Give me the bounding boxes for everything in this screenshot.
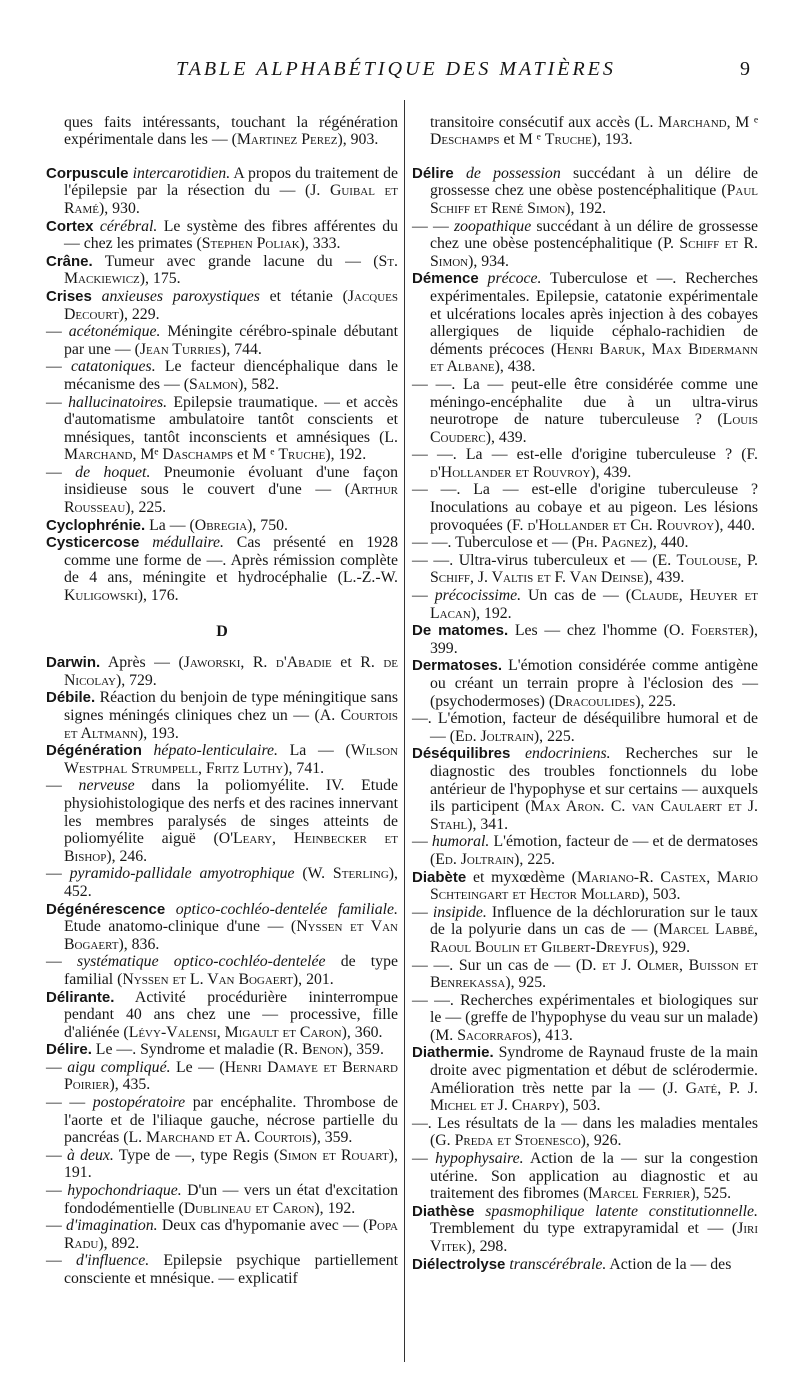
index-entry — [46, 114, 398, 149]
entry-text: ), 359. — [343, 1041, 384, 1059]
entry-text: ), 193. — [137, 724, 179, 742]
index-entry — [412, 1150, 758, 1203]
entry-qualifier: d'influence. — [76, 1252, 150, 1270]
entry-text: ), 192. — [470, 604, 512, 622]
entry-text: — —. La — est-elle d'origine tuberculeuse ? ( — [412, 446, 747, 464]
entry-text: succédant à un délire de grossesse chez une obèse postencéphalitique ( — [430, 164, 758, 200]
entry-text: ), 435. — [109, 1076, 151, 1094]
entry-text: Epilepsie psychique partiellement consciente et mnésique. — explicatif — [64, 1252, 398, 1287]
entry-authors: Henri Baruk, Max Bidermann et Albane — [430, 340, 758, 376]
entry-keyword: Cysticercose — [46, 534, 140, 552]
entry-text: ), 439. — [485, 428, 527, 446]
index-entry — [412, 622, 758, 657]
index-entry — [46, 288, 398, 323]
entry-keyword: Délire — [412, 164, 454, 182]
entry-text: Recherches sur le diagnostic des troubles fonctionnels du lobe antérieur de l'hypophyse et sur certains — auxquels ils participent ( — [430, 745, 758, 816]
entry-authors: J. Guibal et Ramé — [64, 182, 398, 217]
entry-text: Pneumonie évoluant d'une façon insidieuse sous le couvert d'une — ( — [64, 463, 398, 499]
right-column — [412, 98, 758, 1273]
entry-text: ), 225. — [635, 692, 677, 710]
entry-qualifier: cérébral. — [99, 217, 158, 235]
entry-text — [475, 1203, 486, 1220]
entry-authors: Wilson Westphal Strumpell, Fritz Luthy — [64, 742, 398, 777]
entry-authors: Ed. Joltrain — [435, 850, 515, 868]
entry-text: L'émotion considérée comme antigène ou créant un terrain propre à l'éclosion des — (psychodermoses) ( — [430, 657, 758, 710]
entry-authors: Popa Radu — [64, 1217, 398, 1252]
entry-qualifier: postopératoire — [92, 1094, 186, 1112]
entry-text: ), 925. — [505, 974, 547, 992]
entry-text: par encéphalite. Thrombose de l'aorte et de l'iliaque gauche, nécrose partielle du pancréas ( — [64, 1094, 398, 1147]
entry-text: — — [46, 1058, 68, 1076]
entry-authors: Ed. Joltrain — [455, 727, 534, 745]
entry-text: Epilepsie traumatique. — et accès d'automatisme ambulatoire tantôt conscients et mnésiques, tantôt inconscients et amnésiques ( — [64, 393, 398, 446]
entry-text: — — [46, 1182, 68, 1200]
index-entry — [46, 989, 398, 1042]
entry-text: Action de la — des — [606, 1255, 732, 1273]
entry-text: — — [412, 903, 433, 921]
index-entry — [46, 953, 398, 988]
entry-keyword: Darwin. — [46, 654, 101, 672]
entry-authors: Obregia — [194, 516, 248, 534]
entry-text: de type familial ( — [64, 953, 398, 988]
entry-qualifier: intercarotidien. — [132, 164, 231, 182]
entry-text: ), 193. — [591, 131, 633, 149]
entry-text: L'émotion, facteur de — et de dermatoses ( — [430, 833, 758, 868]
entry-authors: Truche — [544, 131, 592, 149]
entry-authors: Jaworski, R. d'Abadie — [183, 654, 332, 672]
entry-text: Syndrome de Raynaud fruste de la main droite avec pigmentation et début de sclérodermie. Amélioration très nette par la — ( — [430, 1044, 758, 1097]
entry-text: Type de —, type Regis ( — [113, 1146, 280, 1164]
entry-text: ), 503. — [559, 1097, 601, 1115]
entry-text: Le —. Syndrome et maladie ( — [91, 1041, 284, 1059]
entry-text: ), 413. — [532, 1026, 573, 1044]
entry-text: ), 836. — [118, 935, 160, 953]
entry-authors: Mariano-R. Castex, Mario Schteingart et Hector Mollard — [430, 868, 758, 904]
entry-text: Cas présenté en 1928 comme une forme de —. Après rémission complète de 4 ans, méningite et hydrocéphalie ( — [64, 534, 399, 587]
entry-text: D — [216, 622, 228, 640]
entry-authors: Louis Couderc — [430, 411, 758, 446]
entry-text: Tuberculose et —. Recherches expérimentales. Epilepsie, catatonie expérimentale et ulcérations locales après injection à des cobayes allergiques de liquide céphalo-rachidien de déments précoces ( — [430, 270, 758, 358]
entry-qualifier: hypophysaire. — [435, 1150, 524, 1168]
entry-text: — — [46, 358, 71, 376]
entry-text: et tétanie ( — [259, 287, 348, 305]
entry-keyword: Dermatoses. — [412, 657, 503, 675]
entry-text — [92, 288, 102, 305]
entry-qualifier: zoopathique — [453, 217, 532, 235]
entry-authors: L. Marchand, M — [64, 428, 398, 464]
entry-qualifier: humoral. — [431, 833, 490, 851]
index-entry — [46, 464, 398, 517]
entry-authors: Ph. Pagnez — [576, 534, 648, 552]
entry-text: ), 741. — [283, 759, 325, 777]
entry-text: et M ᵉ — [233, 446, 279, 464]
index-entry — [46, 1182, 398, 1217]
entry-authors: D. et J. Olmer, Buisson et Benrekassa — [430, 956, 758, 992]
index-entry — [46, 1041, 398, 1059]
entry-text: — — [46, 1252, 77, 1270]
entry-text: — — [46, 463, 76, 481]
entry-authors: M. Sacorrafos — [435, 1026, 533, 1044]
entry-keyword: Dégénérescence — [46, 900, 166, 918]
entry-qualifier: hépato-lenticulaire. — [153, 742, 278, 760]
index-entry — [412, 833, 758, 868]
entry-keyword: Diathermie. — [412, 1044, 494, 1062]
entry-text: Après — ( — [100, 654, 184, 672]
entry-authors: Daschamps — [162, 446, 234, 464]
entry-text: ), 201. — [292, 970, 334, 988]
entry-text: ), 525. — [690, 1185, 732, 1203]
entry-text: ), 225. — [514, 850, 555, 868]
entry-authors: R. Benon — [283, 1041, 344, 1059]
entry-text: Influence de la déchloruration sur le taux de la polyurie dans un cas de — ( — [430, 903, 758, 939]
entry-text: et — [331, 654, 361, 672]
entry-qualifier: endocriniens. — [525, 745, 611, 763]
entry-text: ), 926. — [580, 1132, 622, 1150]
index-entry — [46, 901, 398, 954]
entry-text — [165, 901, 175, 918]
entry-authors: Stephen Poliak — [201, 235, 300, 253]
entry-authors: Salmon — [189, 375, 239, 393]
entry-text: ), 360. — [341, 1023, 383, 1041]
section-letter — [46, 623, 398, 641]
entry-authors: Nyssen et L. Van Bogaert — [122, 970, 293, 988]
index-entry — [46, 1147, 398, 1182]
entry-authors: St. Mackiewicz — [64, 252, 398, 288]
entry-text: ), 341. — [467, 815, 509, 833]
entry-text: Le facteur diencéphalique dans le mécanisme des — ( — [64, 358, 398, 393]
entry-keyword: Délirante. — [46, 988, 115, 1006]
entry-text: — — [46, 865, 70, 883]
entry-qualifier: précocissime. — [434, 587, 522, 605]
index-entry — [412, 270, 758, 376]
running-header — [46, 58, 750, 84]
entry-text: Le système des fibres afférentes du — chez les primates ( — [64, 217, 399, 253]
entry-text: — — [46, 1146, 67, 1164]
entry-text: ), 438. — [494, 358, 536, 376]
page-title: TABLE ALPHABÉTIQUE DES MATIÈRES — [176, 58, 616, 80]
entry-authors: R. de Nicolay — [64, 654, 398, 689]
entry-authors: Lévy-Valensi, Migault et Caron — [128, 1023, 342, 1041]
entry-authors: Arthur Rousseau — [64, 481, 398, 517]
index-entry — [412, 552, 758, 587]
entry-text: — — [412, 587, 435, 605]
entry-text — [479, 270, 488, 287]
entry-text: ), 176. — [137, 587, 179, 605]
entry-text: La — ( — [277, 742, 351, 760]
entry-qualifier: à deux. — [66, 1146, 114, 1164]
entry-text: D'un — vers un état d'excitation fondodémentielle ( — [64, 1182, 398, 1217]
entry-authors: F. d'Hollander et Rouvroy — [430, 446, 758, 481]
entry-text: Le — ( — [170, 1058, 225, 1076]
index-entry — [46, 517, 398, 535]
index-entry — [412, 957, 758, 992]
index-entry — [412, 657, 758, 710]
index-entry — [46, 654, 398, 689]
index-entry — [46, 394, 398, 464]
entry-qualifier: aigu compliqué. — [67, 1058, 171, 1076]
entry-keyword: Cortex — [46, 217, 94, 235]
entry-text: — — [46, 1217, 67, 1235]
entry-qualifier: systématique optico-cochléo-dentelée — [76, 953, 326, 971]
entry-text: ), 192. — [314, 1199, 356, 1217]
entry-authors: Nyssen et Van Bogaert — [64, 918, 398, 953]
entry-text: — —. Ultra-virus tuberculeux et — ( — [412, 551, 658, 569]
index-entry — [46, 1217, 398, 1252]
entry-keyword: Délire. — [46, 1041, 92, 1059]
entry-text: transitoire consécutif aux accès ( — [430, 113, 640, 131]
entry-text: Etude anatomo-clinique d'une — ( — [64, 918, 297, 936]
entry-authors: O. Foerster — [669, 622, 749, 640]
index-entry — [46, 253, 398, 288]
entry-text: A propos du traitement de l'épilepsie par la résection du — ( — [64, 164, 399, 200]
entry-authors: Henri Damaye et Bernard Poirier — [64, 1058, 398, 1094]
entry-keyword: Démence — [412, 270, 479, 288]
index-entry — [412, 1115, 758, 1150]
entry-text: — — [412, 1150, 436, 1168]
entry-qualifier: transcérébrale. — [509, 1255, 607, 1273]
entry-text: Tumeur avec grande lacune du — ( — [92, 252, 379, 270]
index-entry — [412, 114, 758, 149]
entry-authors: Simon et Rouart — [279, 1146, 389, 1164]
index-entry — [412, 534, 758, 552]
entry-keyword: Crâne. — [46, 252, 93, 270]
entry-text: ᵉ — [749, 113, 758, 131]
entry-qualifier: médullaire. — [152, 534, 225, 552]
entry-text: — —. La — peut-elle être considérée comme une méningo-encéphalite due à un ultra-virus neurotrope de nature tuberculeuse ? ( — [412, 375, 758, 429]
entry-text — [510, 745, 525, 762]
entry-authors: L. Marchand, M — [639, 113, 750, 131]
entry-text: ), 452. — [64, 865, 398, 900]
entry-keyword: Déséquilibres — [412, 745, 511, 763]
entry-text: ), 439. — [643, 569, 685, 587]
entry-text: ), 225. — [125, 499, 167, 517]
entry-text: ), 298. — [466, 1238, 508, 1255]
entry-text: et M ᵉ — [499, 131, 545, 149]
index-entry — [46, 165, 398, 218]
entry-keyword: Corpuscule — [46, 164, 129, 182]
entry-qualifier: optico-cochléo-dentelée familiale. — [175, 900, 398, 918]
entry-text — [139, 534, 152, 551]
entry-authors: G. Preda et Stoenesco — [435, 1132, 581, 1150]
entry-text: ), 934. — [468, 252, 509, 270]
index-entry — [46, 777, 398, 865]
entry-text: ( — [294, 865, 308, 883]
entry-authors: Claude, Heuyer et Lacan — [430, 587, 758, 622]
entry-qualifier: précoce. — [487, 270, 542, 288]
entry-authors: Paul Schiff et René Simon — [430, 182, 758, 217]
index-entry — [46, 865, 398, 900]
entry-text: — — [46, 953, 77, 971]
index-entry — [46, 742, 398, 777]
index-entry — [46, 1059, 398, 1094]
entry-keyword: De matomes. — [412, 622, 509, 640]
entry-text: succédant à un délire de grossesse chez une obèse postencéphalitique ( — [430, 217, 758, 253]
entry-text: — —. Recherches expérimentales et biologiques sur le — (greffe de l'hypophyse du veau sur un malade) ( — [412, 991, 758, 1044]
entry-authors: Marcel Labbé, Raoul Boulin et Gilbert-Dreyfus — [430, 921, 758, 956]
entry-text: ), 191. — [64, 1146, 398, 1182]
entry-authors: Deschamps — [430, 131, 500, 149]
entry-text: Réaction du benjoin de type méningitique sans signes méningés cliniques chez un — ( — [64, 689, 398, 724]
entry-text: Méningite cérébro-spinale débutant par une — ( — [64, 323, 399, 358]
entry-text: ), 440. — [714, 516, 756, 534]
index-entry — [46, 323, 398, 358]
entry-authors: F. d'Hollander et Ch. Rouvroy — [512, 516, 715, 534]
index-entry — [412, 1203, 758, 1256]
entry-qualifier: acétonémique. — [68, 323, 161, 341]
index-entry — [412, 1256, 758, 1274]
entry-text: ), 750. — [247, 516, 288, 534]
entry-qualifier: hallucinatoires. — [68, 393, 168, 411]
entry-authors: Martinez Perez — [236, 131, 338, 149]
entry-qualifier: de hoquet. — [75, 463, 151, 481]
entry-text — [454, 165, 466, 182]
entry-keyword: Diathèse — [412, 1202, 475, 1220]
entry-text: — —. La — est-elle d'origine tuberculeuse ? Inoculations au cobaye et au pigeon. Les lésions provoquées ( — [412, 481, 758, 534]
entry-keyword: Crises — [46, 287, 92, 305]
entry-text: — — [412, 833, 432, 851]
entry-authors: Dublineau et Caron — [183, 1199, 315, 1217]
index-entry — [412, 869, 758, 904]
entry-text: ), 582. — [238, 375, 279, 393]
entry-keyword: Diélectrolyse — [412, 1255, 506, 1273]
entry-text: ), 930. — [98, 199, 140, 217]
entry-text: ), 439. — [590, 463, 632, 481]
entry-text — [142, 742, 154, 759]
index-entry — [46, 534, 398, 604]
entry-text: Tremblement du type extrapyramidal et — ( — [430, 1220, 738, 1238]
index-entry — [412, 992, 758, 1045]
entry-qualifier: catatoniques. — [70, 358, 156, 376]
entry-text: Activité procédurière ininterrompue pendant 40 ans chez une — processive, fille d'aliénée ( — [64, 988, 398, 1041]
entry-text: — —. Tuberculose et — ( — [412, 534, 577, 552]
entry-text: ), 399. — [430, 622, 758, 657]
entry-qualifier: hypochondriaque. — [67, 1182, 182, 1200]
entry-text: ), 903. — [337, 131, 379, 149]
entry-authors: Jean Turries — [139, 340, 222, 358]
column-divider — [404, 100, 405, 1362]
entry-authors: L.-Z.-W. Kuligowski — [64, 569, 398, 605]
entry-text: — — — [412, 217, 454, 235]
index-entry — [412, 165, 758, 218]
entry-keyword: Cyclophrénie. — [46, 516, 146, 534]
entry-authors: Truche — [278, 446, 326, 464]
entry-keyword: Dégénération — [46, 742, 142, 760]
entry-text: ), 229. — [118, 305, 160, 323]
index-entry — [412, 710, 758, 745]
entry-text: ), 225. — [533, 727, 575, 745]
index-entry — [412, 745, 758, 833]
entry-authors: A. Courtois et Altmann — [64, 707, 398, 742]
entry-text: Deux cas d'hypomanie avec — ( — [157, 1217, 369, 1235]
entry-text: —. Les résultats de la — dans les maladies mentales ( — [412, 1114, 758, 1150]
index-entry — [46, 1252, 398, 1287]
entry-text: ᵉ — [154, 446, 163, 464]
entry-text: —. L'émotion, facteur de déséquilibre humoral et de — ( — [412, 710, 758, 745]
entry-keyword: Diabète — [412, 868, 467, 886]
index-entry — [412, 376, 758, 446]
index-entry — [412, 1044, 758, 1114]
entry-text: ), 929. — [649, 938, 691, 956]
entry-text: ), 440. — [647, 534, 689, 552]
entry-text: ), 333. — [299, 235, 341, 253]
index-entry — [412, 446, 758, 481]
index-entry — [46, 1094, 398, 1147]
index-entry — [46, 218, 398, 253]
entry-text: ), 729. — [115, 671, 157, 689]
entry-text: ), 503. — [639, 886, 681, 904]
page-number: 9 — [740, 58, 750, 80]
entry-qualifier: pyramido-pallidale amyotrophique — [69, 865, 295, 883]
index-entry — [412, 587, 758, 622]
entry-text: ), 359. — [311, 1129, 353, 1147]
entry-qualifier: de possession — [465, 164, 561, 182]
entry-text: ), 175. — [139, 270, 181, 288]
entry-authors: Max Aron. C. van Caulaert et J. Stahl — [430, 798, 758, 833]
entry-text: — — — [46, 1094, 93, 1112]
entry-qualifier: d'imagination. — [66, 1217, 158, 1235]
entry-authors: E. Toulouse, P. Schiff, J. Valtis et F. Van Deinse — [430, 551, 758, 587]
entry-text: ), 192. — [325, 446, 367, 464]
entry-text: Un cas de — ( — [521, 587, 631, 605]
entry-qualifier: spasmophilique latente constitutionnelle. — [485, 1202, 758, 1220]
entry-authors: P. Schiff et R. Simon — [430, 235, 758, 270]
entry-qualifier: insipide. — [432, 903, 487, 921]
index-entry — [412, 481, 758, 534]
index-entry — [412, 904, 758, 957]
entry-text: Action de la — sur la congestion utérine. Son application au diagnostic et au traitement des fibromes ( — [430, 1150, 758, 1203]
entry-qualifier: nerveuse — [78, 777, 135, 795]
entry-text: — — [46, 323, 69, 341]
entry-authors: W. Sterling — [307, 865, 389, 883]
entry-text: ), 744. — [221, 340, 262, 358]
entry-qualifier: anxieuses paroxystiques — [101, 287, 260, 305]
entry-text: et myxœdème ( — [466, 868, 577, 886]
entry-text: La — ( — [145, 516, 195, 534]
index-entry — [46, 358, 398, 393]
entry-text: — —. Sur un cas de — ( — [412, 956, 582, 974]
entry-authors: L. Marchand et A. Courtois — [128, 1129, 312, 1147]
entry-text: ), 892. — [98, 1234, 140, 1252]
entry-authors: Jiri Vitek — [430, 1220, 758, 1255]
entry-text: ), 246. — [106, 847, 148, 865]
entry-authors: Jacques Decourt — [64, 287, 399, 323]
entry-text: ), 192. — [565, 199, 607, 217]
entry-authors: O'Leary, Heinbecker et Bishop — [64, 830, 398, 865]
entry-text: dans la poliomyélite. IV. Etude physiohistologique des nerfs et des racines innervant les membres paralysés de singes atteints de poliomyélite aiguë ( — [64, 777, 398, 848]
entry-text: ques faits intéressants, touchant la régénération expérimentale dans les — ( — [64, 113, 398, 149]
index-entry — [412, 218, 758, 271]
entry-text: — — [46, 393, 69, 411]
entry-authors: Dracoulides — [554, 692, 636, 710]
entry-text: Les — chez l'homme ( — [508, 622, 670, 640]
index-entry — [46, 689, 398, 742]
entry-authors: Marcel Ferrier — [588, 1185, 691, 1203]
entry-text: — — [46, 777, 79, 795]
left-column — [46, 98, 398, 1288]
entry-authors: J. Gaté, P. J. Michel et J. Charpy — [430, 1079, 758, 1115]
entry-keyword: Débile. — [46, 689, 96, 707]
